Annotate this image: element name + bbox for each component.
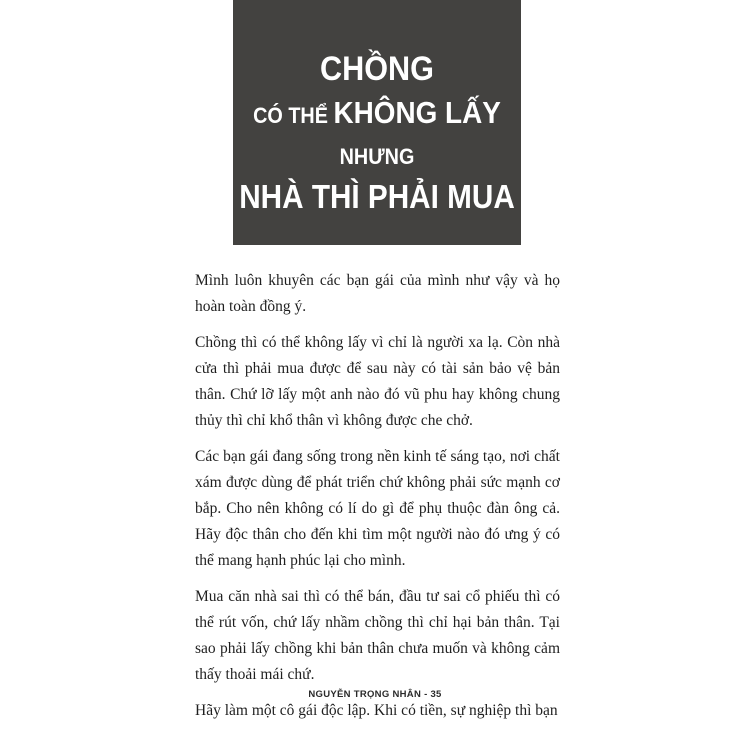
title-line-1: CHỒNG (320, 50, 434, 88)
title-line-2-small: CÓ THỂ (253, 103, 334, 128)
paragraph-1: Mình luôn khuyên các bạn gái của mình như vậy và họ hoàn toàn đồng ý. (195, 272, 560, 315)
paragraph-3: Các bạn gái đang sống trong nền kinh tế sáng tạo, nơi chất xám được dùng để phát triển chứ không phải sức mạnh cơ bắp. Cho nên không có lí do gì để phụ thuộc đàn ông cả. Hãy độc thân cho đến khi tìm một người nào đó ưng ý có thể mang hạnh phúc lại cho mình. (195, 448, 560, 569)
chapter-title-block (233, 0, 521, 245)
title-line-3: NHƯNG (339, 144, 415, 169)
title-line-2 (233, 97, 521, 128)
page-footer (0, 689, 750, 700)
title-line-4: NHÀ THÌ PHẢI MUA (239, 178, 515, 215)
footer-separator: - (421, 689, 431, 700)
title-line-2-big: KHÔNG LẤY (333, 95, 501, 130)
paragraph-2: Chồng thì có thể không lấy vì chỉ là người xa lạ. Còn nhà cửa thì phải mua được để sau này có tài sản bảo vệ bản thân. Chứ lỡ lấy một anh nào đó vũ phu hay không chung thủy thì chỉ khổ thân vì không được che chở. (195, 334, 560, 429)
paragraph-5: Hãy làm một cô gái độc lập. Khi có tiền, sự nghiệp thì bạn (195, 702, 558, 719)
body-text (195, 268, 560, 734)
footer-author: NGUYỄN TRỌNG NHÂN (308, 689, 422, 700)
paragraph-4: Mua căn nhà sai thì có thể bán, đầu tư sai cổ phiếu thì có thể rút vốn, chứ lấy nhầm chồng thì chỉ hại bản thân. Tại sao phải lấy chồng khi bản thân chưa muốn và không cảm thấy thoải mái chứ. (195, 588, 560, 683)
page-number: 35 (430, 689, 442, 700)
